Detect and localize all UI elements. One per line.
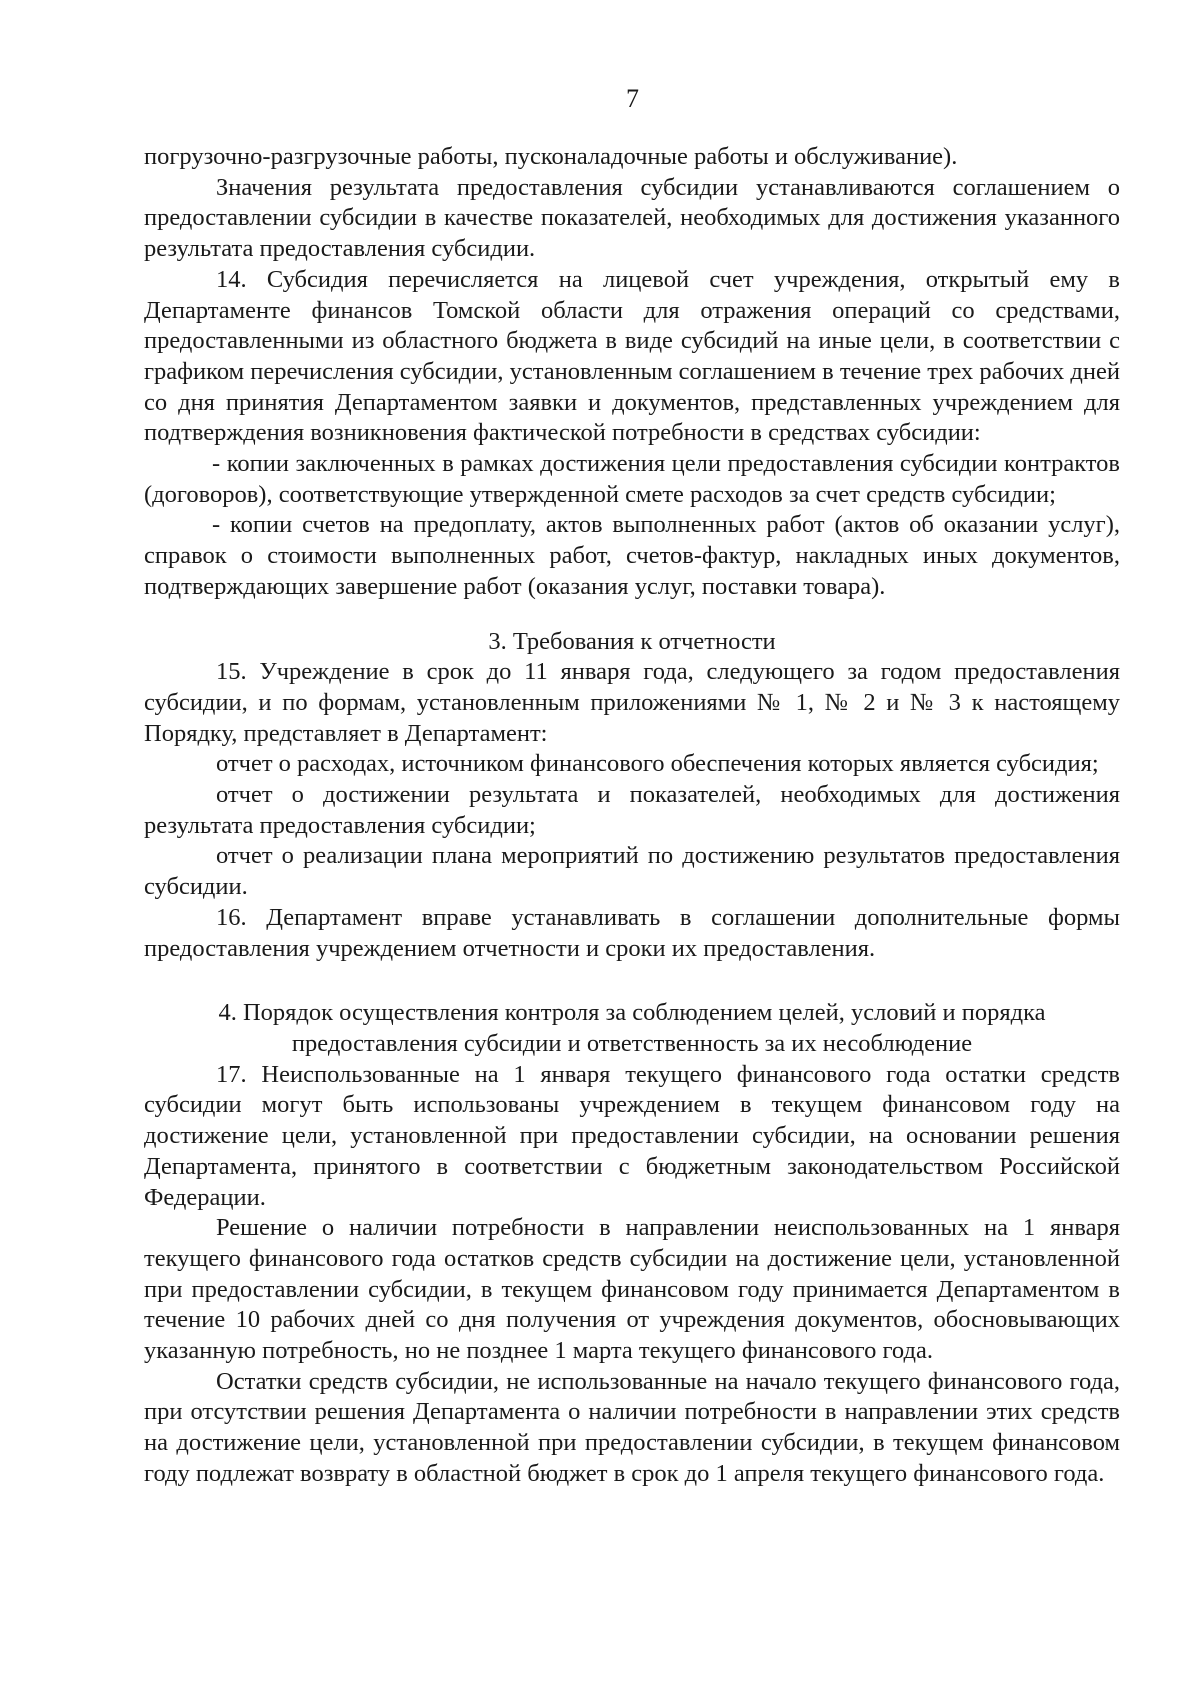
paragraph-continuation: погрузочно-разгрузочные работы, пусконаладочные работы и обслуживание). [144, 143, 958, 170]
paragraph-item-17: 17. Неиспользованные на 1 января текущего финансового года остатки средств субсидии могут быть использованы учреждением в текущем финансовом году на достижение цели, установленной при предоставлении субсидии, на основании решения Департамента, принятого в соответствии с бюджетным законодательством Российской Федерации. [144, 1060, 1120, 1211]
section-3-heading: 3. Требования к отчетности [488, 627, 776, 655]
spacer [144, 964, 1120, 998]
paragraph-remaining-funds: Остатки средств субсидии, не использованные на начало текущего финансового года, при отсутствии решения Департамента о наличии потребности в направлении этих средств на достижение цели, установленной при предоставлении субсидии, в текущем финансовом году подлежат возврату в областной бюджет в срок до 1 апреля текущего финансового года. [144, 1367, 1120, 1487]
paragraph-report-results: отчет о достижении результата и показателей, необходимых для достижения результата предоставления субсидии; [144, 781, 1120, 839]
page-number: 7 [626, 84, 639, 113]
paragraph-report-expenses: отчет о расходах, источником финансового обеспечения которых является субсидия; [216, 750, 1099, 778]
paragraph-item-15: 15. Учреждение в срок до 11 января года, следующего за годом предоставления субсидии, и по формам, установленным приложениями № 1, № 2 и № 3 к настоящему Порядку, представляет в Департамент: [144, 658, 1120, 747]
paragraph-decision: Решение о наличии потребности в направлении неиспользованных на 1 января текущего финансового года остатков средств субсидии на достижение цели, установленной при предоставлении субсидии, в текущем финансовом году принимается Департаментом в течение 10 рабочих дней со дня получения от учреждения документов, обосновывающих указанную потребность, но не позднее 1 марта текущего финансового года. [144, 1214, 1120, 1365]
paragraph-item-14: 14. Субсидия перечисляется на лицевой счет учреждения, открытый ему в Департаменте финансов Томской области для отражения операций со средствами, предоставленными из областного бюджета в виде субсидий на иные цели, в соответствии с графиком перечисления субсидии, установленным соглашением в течение трех рабочих дней со дня принятия Департаментом заявки и документов, представленных учреждением для подтверждения возникновения фактической потребности в средствах субсидии: [144, 265, 1120, 447]
paragraph-result-values: Значения результата предоставления субсидии устанавливаются соглашением о предоставлении субсидии в качестве показателей, необходимых для достижения указанного результата предоставления субсидии. [144, 173, 1120, 263]
spacer [144, 603, 1120, 627]
list-item-invoices: - копии счетов на предоплату, актов выполненных работ (актов об оказании услуг), справок о стоимости выполненных работ, счетов-фактур, накладных иных документов, подтверждающих завершение работ (оказания услуг, поставки товара). [144, 511, 1120, 600]
paragraph-report-plan: отчет о реализации плана мероприятий по достижению результатов предоставления субсидии. [144, 842, 1120, 901]
document-body [144, 142, 1120, 1490]
section-4-heading-line-1: 4. Порядок осуществления контроля за соблюдением целей, условий и порядка [218, 999, 1046, 1027]
list-item-contracts: - копии заключенных в рамках достижения цели предоставления субсидии контрактов (договоров), соответствующие утвержденной смете расходов за счет средств субсидии; [144, 450, 1120, 508]
section-4-heading-line-2: предоставления субсидии и ответственность за их несоблюдение [291, 1029, 973, 1057]
paragraph-item-16: 16. Департамент вправе устанавливать в соглашении дополнительные формы предоставления учреждением отчетности и сроки их предоставления. [144, 903, 1120, 962]
